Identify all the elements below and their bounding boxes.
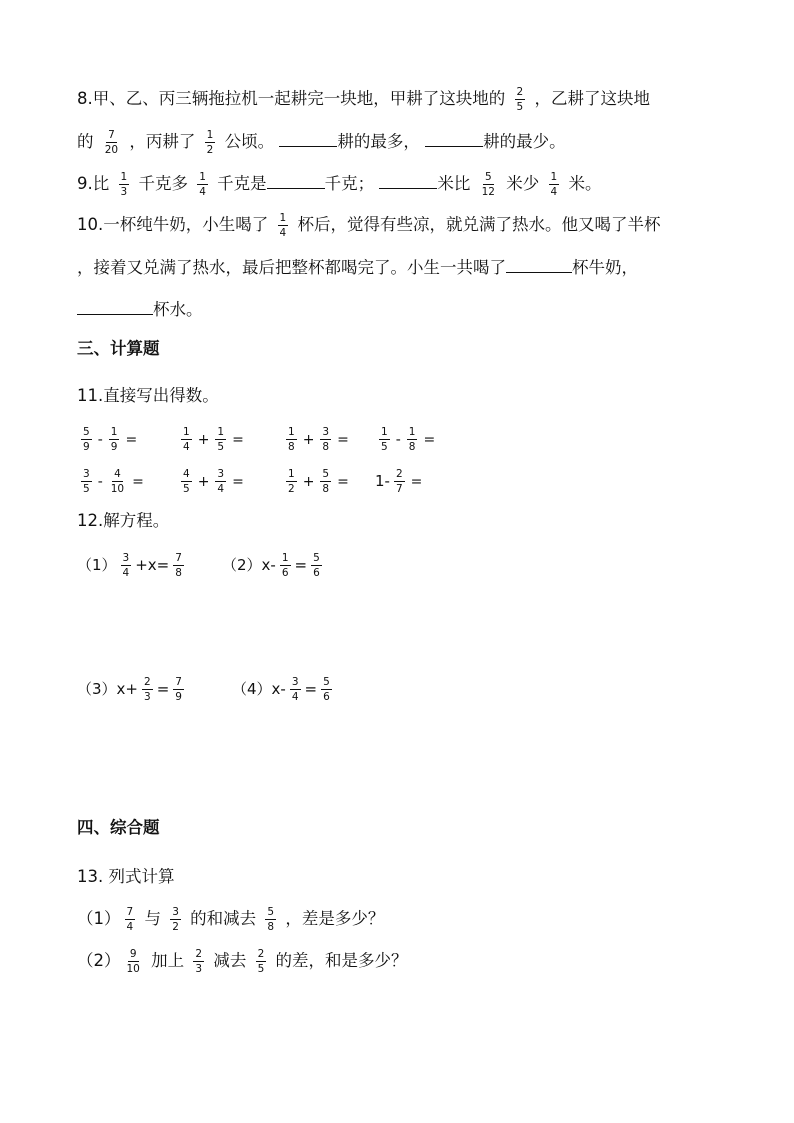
equals-sign: = bbox=[132, 474, 144, 490]
operator: - bbox=[97, 432, 103, 448]
q12-title: 12.解方程。 bbox=[77, 511, 170, 530]
q9-text: 千克是 bbox=[217, 174, 267, 193]
q10-line3 bbox=[77, 296, 203, 321]
q9-line bbox=[77, 170, 601, 198]
section-title: 三、计算题 bbox=[77, 339, 160, 358]
fraction: $\frac{5}{6}$ bbox=[313, 552, 320, 579]
answer-blank[interactable] bbox=[267, 170, 325, 189]
answer-blank[interactable] bbox=[279, 128, 337, 147]
answer-blank[interactable] bbox=[77, 296, 153, 315]
q13-sub2: （2） $\frac{9}{10}$ 加上 $\frac{2}{3}$ 减去 $\frac{2}{5}$ 的差，和是多少？ bbox=[77, 948, 408, 975]
fraction: $\frac{1}{3}$ bbox=[120, 171, 128, 198]
fraction: $\frac{1}{5}$ bbox=[217, 426, 225, 453]
answer-blank[interactable] bbox=[379, 170, 437, 189]
fraction: $\frac{1}{4}$ bbox=[279, 212, 287, 239]
fraction: $\frac{3}{2}$ bbox=[172, 906, 179, 933]
fraction: $\frac{5}{9}$ bbox=[83, 426, 90, 453]
fraction: $\frac{1}{4}$ bbox=[199, 171, 206, 198]
fraction: $\frac{7}{8}$ bbox=[175, 552, 182, 579]
answer-blank[interactable] bbox=[425, 128, 483, 147]
answer-blank[interactable] bbox=[506, 254, 572, 273]
mental-math-item: 1- $\frac{2}{7}$ = bbox=[375, 468, 423, 495]
fraction: $\frac{1}{8}$ bbox=[288, 426, 295, 453]
operator: + bbox=[197, 432, 210, 448]
fraction: $\frac{3}{4}$ bbox=[217, 468, 225, 495]
equation-1: （1） $\frac{3}{4}$ +x= $\frac{7}{8}$ bbox=[77, 552, 182, 579]
q13-sub1: （1） $\frac{7}{4}$ 与 $\frac{3}{2}$ 的和减去 $\frac{5}{8}$ ，差是多少？ bbox=[77, 906, 385, 933]
q8-text: 耕的最多， bbox=[337, 132, 420, 151]
fraction: $\frac{7}{20}$ bbox=[104, 129, 119, 156]
fraction: $\frac{1}{2}$ bbox=[206, 129, 214, 156]
operator: + bbox=[302, 474, 315, 490]
q8-text: 公顷。 bbox=[224, 132, 275, 151]
operator: + bbox=[197, 474, 210, 490]
q8-text: 耕的最少。 bbox=[483, 132, 566, 151]
fraction: $\frac{1}{9}$ bbox=[110, 426, 118, 453]
q8-line1 bbox=[77, 86, 650, 113]
q9-text: 米少 bbox=[506, 174, 540, 193]
fraction: $\frac{2}{7}$ bbox=[395, 468, 403, 495]
q9-text: 千克； bbox=[324, 174, 375, 193]
mental-math-item bbox=[177, 468, 246, 495]
fraction: $\frac{5}{8}$ bbox=[267, 906, 275, 933]
q8-text: 8.甲、乙、丙三辆拖拉机一起耕完一块地，甲耕了这块地的 bbox=[77, 89, 506, 108]
fraction: $\frac{5}{12}$ bbox=[481, 171, 495, 198]
fraction: $\frac{3}{8}$ bbox=[322, 426, 330, 453]
fraction: $\frac{1}{2}$ bbox=[288, 468, 295, 495]
equation-3: （3）x+ $\frac{2}{3}$ = $\frac{7}{9}$ bbox=[77, 676, 182, 703]
mental-math-item bbox=[282, 468, 351, 495]
fraction: $\frac{2}{3}$ bbox=[195, 948, 203, 975]
q11-title: 11.直接写出得数。 bbox=[77, 386, 219, 405]
q10-text: 10.一杯纯牛奶，小生喝了 bbox=[77, 215, 269, 234]
equation-4: （4）x- $\frac{3}{4}$ = $\frac{5}{6}$ bbox=[232, 676, 330, 703]
fraction: $\frac{2}{5}$ bbox=[516, 86, 524, 113]
mental-math-item bbox=[77, 468, 146, 495]
fraction: $\frac{7}{9}$ bbox=[175, 676, 182, 703]
q13-title: 13. 列式计算 bbox=[77, 867, 175, 886]
mental-math-item bbox=[282, 426, 351, 453]
fraction: $\frac{5}{8}$ bbox=[322, 468, 330, 495]
fraction: $\frac{1}{8}$ bbox=[408, 426, 416, 453]
q10-line2 bbox=[77, 254, 638, 279]
q8-text: 的 bbox=[77, 132, 94, 151]
q10-text: 杯后，觉得有些凉，就兑满了热水。他又喝了半杯 bbox=[297, 215, 661, 234]
q10-text: 杯牛奶， bbox=[572, 258, 638, 277]
equals-sign: = bbox=[232, 474, 244, 490]
equation-2: （2）x- $\frac{1}{6}$ = $\frac{5}{6}$ bbox=[222, 552, 320, 579]
q10-text: 杯水。 bbox=[153, 300, 203, 319]
equals-sign: = bbox=[423, 432, 436, 448]
operator: + bbox=[302, 432, 315, 448]
fraction: $\frac{1}{4}$ bbox=[183, 426, 190, 453]
q8-text: ，丙耕了 bbox=[129, 132, 196, 151]
equals-sign: = bbox=[232, 432, 244, 448]
fraction: $\frac{2}{3}$ bbox=[144, 676, 151, 703]
fraction: $\frac{3}{4}$ bbox=[291, 676, 299, 703]
fraction: $\frac{4}{10}$ bbox=[110, 468, 125, 495]
q9-text: 千克多 bbox=[138, 174, 188, 193]
fraction: $\frac{2}{5}$ bbox=[257, 948, 265, 975]
equals-sign: = bbox=[125, 432, 138, 448]
fraction: $\frac{3}{4}$ bbox=[122, 552, 130, 579]
q10-text: ，接着又兑满了热水，最后把整杯都喝完了。小生一共喝了 bbox=[77, 258, 506, 277]
fraction: $\frac{4}{5}$ bbox=[183, 468, 190, 495]
fraction: $\frac{1}{4}$ bbox=[550, 171, 558, 198]
fraction: $\frac{1}{6}$ bbox=[281, 552, 289, 579]
fraction: $\frac{9}{10}$ bbox=[126, 948, 140, 975]
mental-math-item bbox=[177, 426, 246, 453]
mental-math-item bbox=[77, 426, 139, 453]
q8-text: ，乙耕了这块地 bbox=[534, 89, 650, 108]
q9-text: 9.比 bbox=[77, 174, 110, 193]
section-title: 四、综合题 bbox=[77, 818, 160, 837]
equals-sign: = bbox=[337, 474, 349, 490]
equals-sign: = bbox=[410, 474, 423, 490]
fraction: $\frac{7}{4}$ bbox=[126, 906, 134, 933]
operator: - bbox=[97, 474, 103, 490]
mental-math-item bbox=[375, 426, 437, 453]
q9-text: 米。 bbox=[568, 174, 602, 193]
equals-sign: = bbox=[337, 432, 349, 448]
fraction: $\frac{3}{5}$ bbox=[83, 468, 90, 495]
fraction: $\frac{5}{6}$ bbox=[323, 676, 330, 703]
q9-text: 米比 bbox=[437, 174, 471, 193]
operator: - bbox=[395, 432, 401, 448]
q10-line1 bbox=[77, 212, 660, 239]
fraction: $\frac{1}{5}$ bbox=[381, 426, 388, 453]
q8-line2 bbox=[77, 128, 566, 156]
